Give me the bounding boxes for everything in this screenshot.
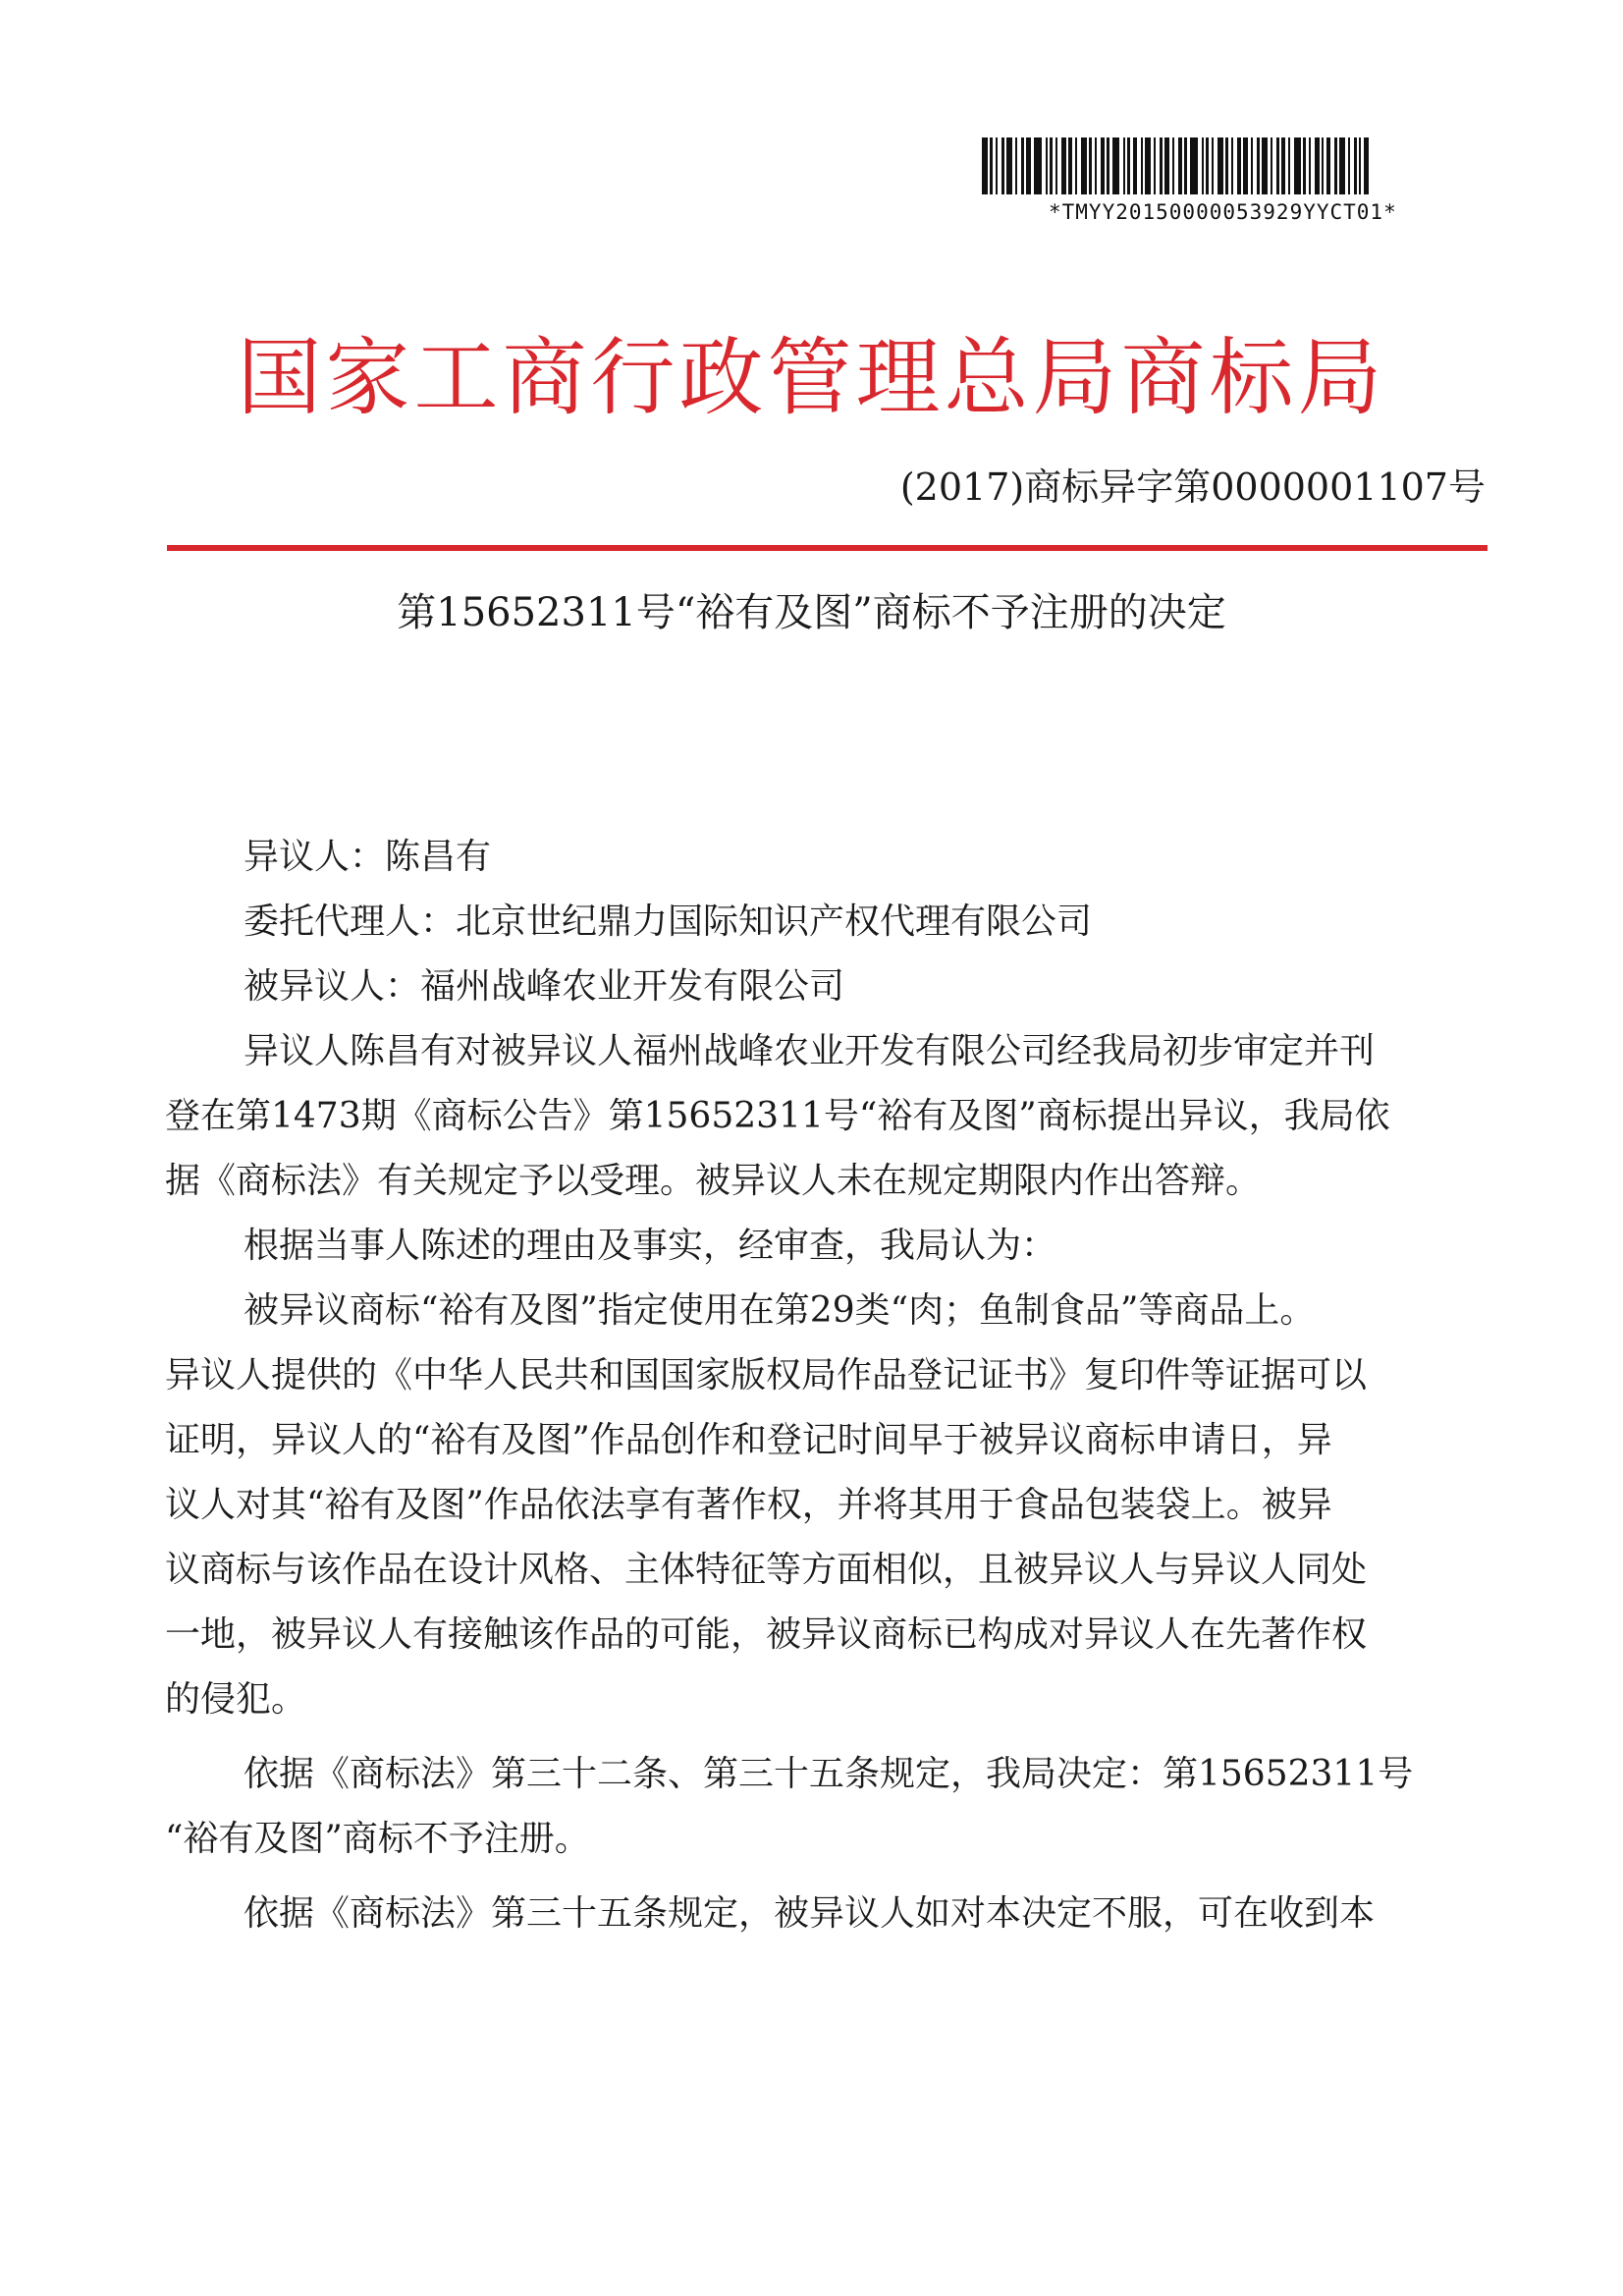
barcode-stripe <box>1112 137 1119 194</box>
barcode-stripe <box>1075 137 1077 194</box>
barcode-stripe <box>1281 137 1285 194</box>
barcode-stripe <box>1178 137 1182 194</box>
barcode-stripe <box>1271 137 1272 194</box>
body-line: “裕有及图”商标不予注册。 <box>165 1819 590 1859</box>
barcode-stripe <box>1068 137 1072 194</box>
barcode-stripe <box>996 137 998 194</box>
document-body <box>165 825 1481 1946</box>
barcode-stripe <box>1154 137 1156 194</box>
body-line: 异议人：陈昌有 <box>243 837 492 877</box>
barcode-stripe <box>1315 137 1320 194</box>
barcode-stripe <box>1243 137 1248 194</box>
barcode-stripe <box>1276 137 1279 194</box>
barcode-stripe <box>1359 137 1361 194</box>
barcode-stripe <box>1107 137 1109 194</box>
decision-title: 第15652311号“裕有及图”商标不予注册的决定 <box>397 590 1226 635</box>
body-line: 议商标与该作品在设计风格、主体特征等方面相似，且被异议人与异议人同处 <box>165 1550 1368 1590</box>
barcode-stripe <box>1001 137 1004 194</box>
barcode-stripe <box>1294 137 1301 194</box>
barcode <box>982 137 1443 194</box>
body-line: 根据当事人陈述的理由及事实，经审查，我局认为： <box>243 1226 1057 1266</box>
barcode-stripe <box>1212 137 1214 194</box>
barcode-stripe <box>1237 137 1241 194</box>
barcode-stripe <box>1322 137 1324 194</box>
barcode-stripe <box>1095 137 1097 194</box>
body-line: 异议人陈昌有对被异议人福州战峰农业开发有限公司经我局初步审定并刊 <box>243 1031 1376 1071</box>
barcode-stripe <box>1334 137 1337 194</box>
body-line: 据《商标法》有关规定予以受理。被异议人未在规定期限内作出答辩。 <box>165 1161 1262 1201</box>
barcode-stripe <box>1081 137 1087 194</box>
barcode-stripe <box>1026 137 1031 194</box>
body-line: 委托代理人：北京世纪鼎力国际知识产权代理有限公司 <box>243 902 1093 942</box>
barcode-stripe <box>1339 137 1345 194</box>
barcode-stripe <box>1231 137 1233 194</box>
barcode-stripe <box>1141 137 1143 194</box>
body-line: 一地，被异议人有接触该作品的可能，被异议商标已构成对异议人在先著作权 <box>165 1614 1368 1655</box>
body-line: 依据《商标法》第三十五条规定，被异议人如对本决定不服，可在收到本 <box>243 1893 1376 1934</box>
barcode-stripe <box>1050 137 1053 194</box>
barcode-stripe <box>1172 137 1174 194</box>
barcode-stripe <box>1251 137 1253 194</box>
barcode-stripe <box>1262 137 1268 194</box>
barcode-stripe <box>1034 137 1042 194</box>
barcode-stripe <box>1127 137 1130 194</box>
barcode-stripe <box>1225 137 1228 194</box>
barcode-stripe <box>1164 137 1169 194</box>
barcode-stripe <box>1046 137 1048 194</box>
barcode-stripe <box>1133 137 1137 194</box>
barcode-stripe <box>1055 137 1057 194</box>
body-line: 登在第1473期《商标公告》第15652311号“裕有及图”商标提出异议，我局依 <box>165 1096 1390 1136</box>
body-line: 议人对其“裕有及图”作品依法享有著作权，并将其用于食品包装袋上。被异 <box>165 1485 1332 1525</box>
agency-title: 国家工商行政管理总局商标局 <box>237 329 1386 427</box>
barcode-stripe <box>990 137 993 194</box>
barcode-stripe <box>1217 137 1223 194</box>
barcode-stripe <box>982 137 988 194</box>
body-line: 被异议人：福州战峰农业开发有限公司 <box>243 966 845 1007</box>
barcode-stripe <box>1145 137 1151 194</box>
barcode-text: *TMYY20150000053929YYCT01* <box>1049 200 1397 224</box>
barcode-stripe <box>1348 137 1350 194</box>
barcode-stripe <box>1123 137 1125 194</box>
barcode-stripe <box>1061 137 1066 194</box>
body-line: 依据《商标法》第三十二条、第三十五条规定，我局决定：第15652311号 <box>243 1754 1414 1794</box>
red-divider <box>167 545 1488 551</box>
barcode-stripe <box>1184 137 1187 194</box>
barcode-stripe <box>1101 137 1105 194</box>
barcode-stripe <box>1021 137 1024 194</box>
barcode-stripe <box>1257 137 1260 194</box>
barcode-stripe <box>1015 137 1017 194</box>
barcode-stripe <box>1160 137 1163 194</box>
barcode-stripe <box>1206 137 1209 194</box>
barcode-stripe <box>1288 137 1290 194</box>
barcode-stripe <box>1354 137 1357 194</box>
body-line: 异议人提供的《中华人民共和国国家版权局作品登记证书》复印件等证据可以 <box>165 1355 1368 1395</box>
barcode-stripe <box>1089 137 1092 194</box>
barcode-stripe <box>1364 137 1369 194</box>
barcode-stripe <box>1202 137 1204 194</box>
document-number: (2017)商标异字第0000001107号 <box>899 465 1486 509</box>
barcode-stripe <box>1303 137 1306 194</box>
barcode-stripe <box>1006 137 1012 194</box>
body-line: 的侵犯。 <box>165 1679 307 1720</box>
barcode-stripe <box>1309 137 1311 194</box>
body-line: 证明，异议人的“裕有及图”作品创作和登记时间早于被异议商标申请日，异 <box>165 1420 1332 1460</box>
barcode-stripe <box>1190 137 1198 194</box>
body-line: 被异议商标“裕有及图”指定使用在第29类“肉；鱼制食品”等商品上。 <box>243 1290 1316 1331</box>
barcode-stripe <box>1326 137 1330 194</box>
